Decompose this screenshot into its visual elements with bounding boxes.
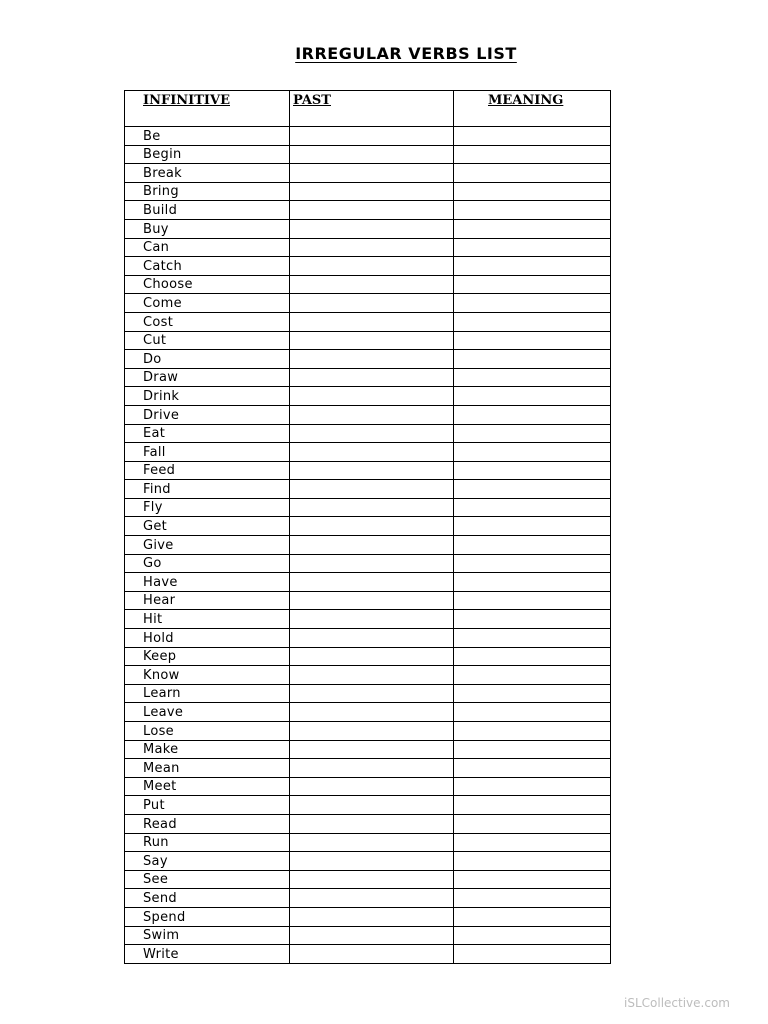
verb-infinitive-cell: Buy bbox=[125, 219, 290, 238]
verb-past-cell bbox=[290, 629, 454, 648]
verb-infinitive-cell: Begin bbox=[125, 145, 290, 164]
verb-meaning-cell bbox=[454, 740, 611, 759]
table-row bbox=[125, 945, 611, 964]
verb-meaning-cell bbox=[454, 331, 611, 350]
table-row bbox=[125, 852, 611, 871]
header-meaning: MEANING bbox=[454, 91, 611, 127]
table-row bbox=[125, 703, 611, 722]
verb-meaning-cell bbox=[454, 480, 611, 499]
verb-meaning-cell bbox=[454, 368, 611, 387]
verb-past-cell bbox=[290, 461, 454, 480]
verb-past-cell bbox=[290, 833, 454, 852]
table-row bbox=[125, 629, 611, 648]
verb-meaning-cell bbox=[454, 684, 611, 703]
verb-meaning-cell bbox=[454, 127, 611, 146]
table-row bbox=[125, 796, 611, 815]
verb-past-cell bbox=[290, 554, 454, 573]
verb-past-cell bbox=[290, 759, 454, 778]
verb-past-cell bbox=[290, 275, 454, 294]
verb-meaning-cell bbox=[454, 796, 611, 815]
table-row bbox=[125, 889, 611, 908]
verb-meaning-cell bbox=[454, 852, 611, 871]
table-row bbox=[125, 870, 611, 889]
verb-past-cell bbox=[290, 722, 454, 741]
verb-infinitive-cell: Mean bbox=[125, 759, 290, 778]
verb-infinitive-cell: Go bbox=[125, 554, 290, 573]
verb-past-cell bbox=[290, 889, 454, 908]
verb-meaning-cell bbox=[454, 777, 611, 796]
table-row bbox=[125, 145, 611, 164]
verb-meaning-cell bbox=[454, 647, 611, 666]
verb-infinitive-cell: Swim bbox=[125, 926, 290, 945]
table-row bbox=[125, 573, 611, 592]
verb-past-cell bbox=[290, 350, 454, 369]
verb-meaning-cell bbox=[454, 629, 611, 648]
verb-infinitive-cell: Drive bbox=[125, 405, 290, 424]
table-header-row bbox=[125, 91, 611, 127]
table-row bbox=[125, 666, 611, 685]
verb-meaning-cell bbox=[454, 666, 611, 685]
verb-infinitive-cell: Draw bbox=[125, 368, 290, 387]
table-row bbox=[125, 722, 611, 741]
verb-infinitive-cell: Drink bbox=[125, 387, 290, 406]
verb-infinitive-cell: Hit bbox=[125, 610, 290, 629]
table-row bbox=[125, 164, 611, 183]
verb-meaning-cell bbox=[454, 926, 611, 945]
verb-infinitive-cell: Cost bbox=[125, 312, 290, 331]
verb-infinitive-cell: Leave bbox=[125, 703, 290, 722]
verb-meaning-cell bbox=[454, 517, 611, 536]
verb-past-cell bbox=[290, 443, 454, 462]
verb-infinitive-cell: Fly bbox=[125, 498, 290, 517]
verb-infinitive-cell: See bbox=[125, 870, 290, 889]
table-row bbox=[125, 294, 611, 313]
table-row bbox=[125, 777, 611, 796]
verb-past-cell bbox=[290, 647, 454, 666]
verb-past-cell bbox=[290, 480, 454, 499]
verb-infinitive-cell: Bring bbox=[125, 182, 290, 201]
verb-past-cell bbox=[290, 127, 454, 146]
verb-past-cell bbox=[290, 219, 454, 238]
table-row bbox=[125, 647, 611, 666]
table-row bbox=[125, 275, 611, 294]
table-row bbox=[125, 424, 611, 443]
table-row bbox=[125, 443, 611, 462]
verb-past-cell bbox=[290, 201, 454, 220]
verb-past-cell bbox=[290, 331, 454, 350]
verb-past-cell bbox=[290, 368, 454, 387]
header-past: PAST bbox=[290, 91, 454, 127]
verb-infinitive-cell: Be bbox=[125, 127, 290, 146]
verb-meaning-cell bbox=[454, 536, 611, 555]
verb-meaning-cell bbox=[454, 294, 611, 313]
verb-meaning-cell bbox=[454, 219, 611, 238]
table-row bbox=[125, 833, 611, 852]
verb-infinitive-cell: Give bbox=[125, 536, 290, 555]
verbs-table bbox=[124, 90, 611, 964]
verb-meaning-cell bbox=[454, 164, 611, 183]
verb-meaning-cell bbox=[454, 833, 611, 852]
verb-past-cell bbox=[290, 907, 454, 926]
verb-infinitive-cell: Say bbox=[125, 852, 290, 871]
table-row bbox=[125, 331, 611, 350]
verb-infinitive-cell: Make bbox=[125, 740, 290, 759]
verb-past-cell bbox=[290, 796, 454, 815]
verb-infinitive-cell: Send bbox=[125, 889, 290, 908]
verb-meaning-cell bbox=[454, 312, 611, 331]
page-title: IRREGULAR VERBS LIST bbox=[295, 44, 517, 63]
verb-past-cell bbox=[290, 387, 454, 406]
table-body bbox=[125, 127, 611, 964]
verb-meaning-cell bbox=[454, 759, 611, 778]
verb-past-cell bbox=[290, 573, 454, 592]
verb-infinitive-cell: Feed bbox=[125, 461, 290, 480]
verb-past-cell bbox=[290, 777, 454, 796]
table-row bbox=[125, 907, 611, 926]
verb-meaning-cell bbox=[454, 387, 611, 406]
table-row bbox=[125, 219, 611, 238]
table-row bbox=[125, 350, 611, 369]
verb-meaning-cell bbox=[454, 722, 611, 741]
header-infinitive: INFINITIVE bbox=[125, 91, 290, 127]
table-row bbox=[125, 740, 611, 759]
verb-past-cell bbox=[290, 498, 454, 517]
table-row bbox=[125, 201, 611, 220]
table-row bbox=[125, 591, 611, 610]
table-row bbox=[125, 684, 611, 703]
verb-past-cell bbox=[290, 852, 454, 871]
verb-meaning-cell bbox=[454, 405, 611, 424]
verb-infinitive-cell: Do bbox=[125, 350, 290, 369]
verb-infinitive-cell: Catch bbox=[125, 257, 290, 276]
verb-meaning-cell bbox=[454, 257, 611, 276]
verb-meaning-cell bbox=[454, 907, 611, 926]
verb-meaning-cell bbox=[454, 703, 611, 722]
footer-watermark: iSLCollective.com bbox=[624, 996, 730, 1010]
verb-infinitive-cell: Write bbox=[125, 945, 290, 964]
verb-past-cell bbox=[290, 257, 454, 276]
verb-infinitive-cell: Lose bbox=[125, 722, 290, 741]
verb-infinitive-cell: Come bbox=[125, 294, 290, 313]
table-row bbox=[125, 368, 611, 387]
table-row bbox=[125, 814, 611, 833]
verb-meaning-cell bbox=[454, 443, 611, 462]
verb-meaning-cell bbox=[454, 424, 611, 443]
verb-past-cell bbox=[290, 517, 454, 536]
verb-infinitive-cell: Run bbox=[125, 833, 290, 852]
verb-meaning-cell bbox=[454, 889, 611, 908]
verb-meaning-cell bbox=[454, 945, 611, 964]
table-row bbox=[125, 405, 611, 424]
table-row bbox=[125, 498, 611, 517]
verb-meaning-cell bbox=[454, 350, 611, 369]
table-row bbox=[125, 257, 611, 276]
verb-meaning-cell bbox=[454, 591, 611, 610]
verb-infinitive-cell: Keep bbox=[125, 647, 290, 666]
verb-infinitive-cell: Have bbox=[125, 573, 290, 592]
verb-infinitive-cell: Eat bbox=[125, 424, 290, 443]
table-row bbox=[125, 759, 611, 778]
table-row bbox=[125, 926, 611, 945]
verb-infinitive-cell: Hear bbox=[125, 591, 290, 610]
verb-infinitive-cell: Cut bbox=[125, 331, 290, 350]
verb-past-cell bbox=[290, 405, 454, 424]
verb-meaning-cell bbox=[454, 498, 611, 517]
verb-meaning-cell bbox=[454, 870, 611, 889]
verb-past-cell bbox=[290, 610, 454, 629]
verb-meaning-cell bbox=[454, 554, 611, 573]
table-row bbox=[125, 387, 611, 406]
verb-infinitive-cell: Know bbox=[125, 666, 290, 685]
table-row bbox=[125, 480, 611, 499]
verb-past-cell bbox=[290, 424, 454, 443]
verb-past-cell bbox=[290, 740, 454, 759]
table-row bbox=[125, 610, 611, 629]
verb-infinitive-cell: Fall bbox=[125, 443, 290, 462]
table-row bbox=[125, 461, 611, 480]
verb-infinitive-cell: Choose bbox=[125, 275, 290, 294]
verb-past-cell bbox=[290, 294, 454, 313]
verb-past-cell bbox=[290, 926, 454, 945]
verb-past-cell bbox=[290, 945, 454, 964]
verb-past-cell bbox=[290, 666, 454, 685]
verb-past-cell bbox=[290, 591, 454, 610]
table-row bbox=[125, 238, 611, 257]
verb-infinitive-cell: Put bbox=[125, 796, 290, 815]
verb-infinitive-cell: Find bbox=[125, 480, 290, 499]
verb-meaning-cell bbox=[454, 275, 611, 294]
verb-past-cell bbox=[290, 684, 454, 703]
verb-infinitive-cell: Learn bbox=[125, 684, 290, 703]
verb-past-cell bbox=[290, 536, 454, 555]
verb-meaning-cell bbox=[454, 238, 611, 257]
verb-infinitive-cell: Get bbox=[125, 517, 290, 536]
verb-infinitive-cell: Break bbox=[125, 164, 290, 183]
verb-infinitive-cell: Read bbox=[125, 814, 290, 833]
verb-past-cell bbox=[290, 814, 454, 833]
verb-past-cell bbox=[290, 182, 454, 201]
verb-meaning-cell bbox=[454, 182, 611, 201]
table-row bbox=[125, 536, 611, 555]
verb-infinitive-cell: Meet bbox=[125, 777, 290, 796]
verb-meaning-cell bbox=[454, 573, 611, 592]
verb-past-cell bbox=[290, 703, 454, 722]
verb-infinitive-cell: Spend bbox=[125, 907, 290, 926]
verb-past-cell bbox=[290, 870, 454, 889]
verb-past-cell bbox=[290, 312, 454, 331]
table-row bbox=[125, 312, 611, 331]
verb-meaning-cell bbox=[454, 145, 611, 164]
table-row bbox=[125, 554, 611, 573]
table-row bbox=[125, 517, 611, 536]
verb-past-cell bbox=[290, 164, 454, 183]
verb-past-cell bbox=[290, 145, 454, 164]
verb-infinitive-cell: Build bbox=[125, 201, 290, 220]
verb-meaning-cell bbox=[454, 610, 611, 629]
table-row bbox=[125, 182, 611, 201]
verb-past-cell bbox=[290, 238, 454, 257]
verb-meaning-cell bbox=[454, 814, 611, 833]
verb-infinitive-cell: Can bbox=[125, 238, 290, 257]
verb-infinitive-cell: Hold bbox=[125, 629, 290, 648]
verb-meaning-cell bbox=[454, 461, 611, 480]
table-row bbox=[125, 127, 611, 146]
verb-meaning-cell bbox=[454, 201, 611, 220]
